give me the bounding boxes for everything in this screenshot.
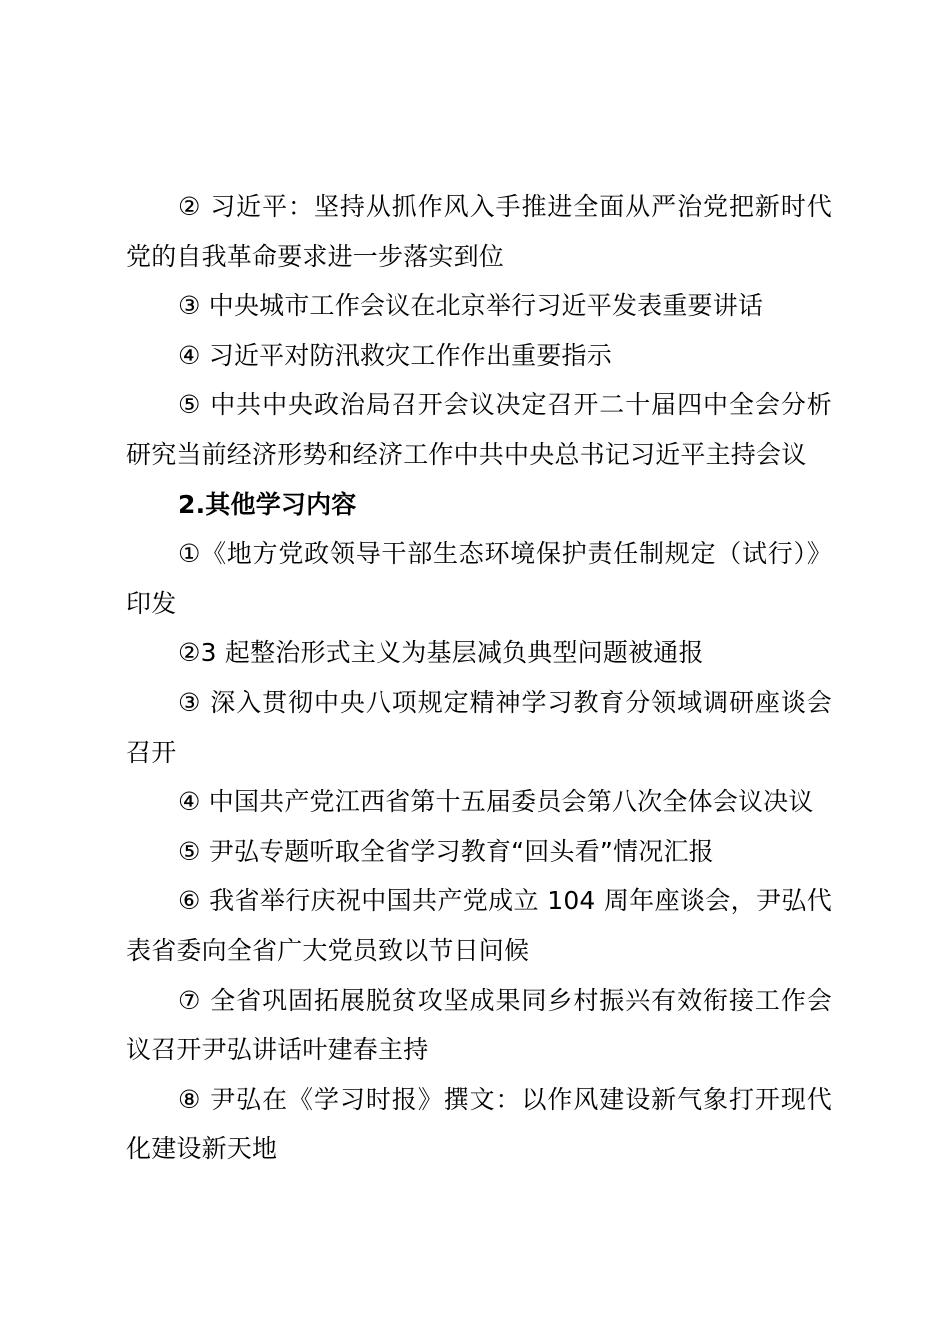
paragraph-other-8: ⑧ 尹弘在《学习时报》撰文：以作风建设新气象打开现代化建设新天地 — [126, 1084, 832, 1164]
paragraph-item-5: ⑤ 中共中央政治局召开会议决定召开二十届四中全会分析研究当前经济形势和经济工作中共中央总书记习近平主持会议 — [126, 390, 832, 469]
paragraph-item-3: ③ 中央城市工作会议在北京举行习近平发表重要讲话 — [178, 291, 764, 321]
paragraph-other-2: ②3 起整治形式主义为基层减负典型问题被通报 — [178, 638, 704, 668]
paragraph-other-4: ④ 中国共产党江西省第十五届委员会第八次全体会议决议 — [178, 787, 814, 817]
paragraph-other-1: ①《地方党政领导干部生态环境保护责任制规定（试行）》印发 — [126, 539, 832, 618]
paragraph-other-6: ⑥ 我省举行庆祝中国共产党成立 104 周年座谈会，尹弘代表省委向全省广大党员致以节日问候 — [126, 886, 832, 965]
section-heading: 2.其他学习内容 — [178, 489, 357, 519]
paragraph-other-7: ⑦ 全省巩固拓展脱贫攻坚成果同乡村振兴有效衔接工作会议召开尹弘讲话叶建春主持 — [126, 985, 832, 1065]
paragraph-item-2: ② 习近平：坚持从抓作风入手推进全面从严治党把新时代党的自我革命要求进一步落实到位 — [126, 192, 832, 271]
paragraph-other-5: ⑤ 尹弘专题听取全省学习教育“回头看”情况汇报 — [178, 836, 714, 866]
paragraph-item-4: ④ 习近平对防汛救灾工作作出重要指示 — [178, 340, 612, 370]
paragraph-other-3: ③ 深入贯彻中央八项规定精神学习教育分领域调研座谈会召开 — [126, 687, 832, 767]
document-body — [126, 182, 832, 1174]
